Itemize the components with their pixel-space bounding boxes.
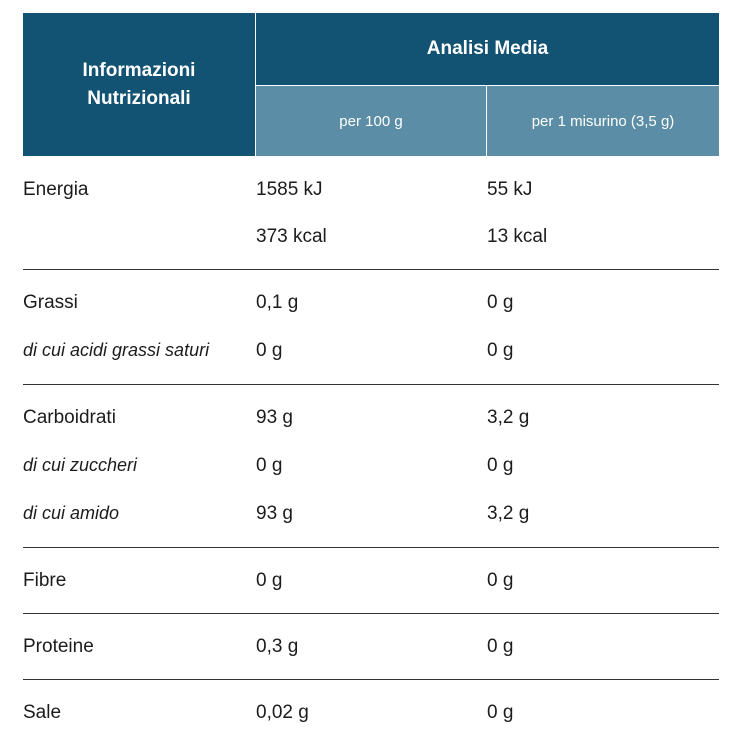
table-row [23, 204, 719, 252]
table-row [23, 433, 719, 481]
table-row [23, 270, 719, 318]
row-label: Proteine [23, 636, 94, 657]
row-value-per100: 0 g [256, 455, 283, 476]
group-energia [23, 156, 719, 270]
row-value-per-scoop: 0 g [487, 455, 514, 476]
header-col-per100: per 100 g [256, 86, 486, 156]
row-value-per100: 0,3 g [256, 636, 299, 657]
group-sale [23, 680, 719, 740]
row-value-per-scoop: 0 g [487, 340, 514, 361]
group-carboidrati [23, 385, 719, 548]
header-title-line2: Nutrizionali [87, 87, 191, 109]
table-row [23, 680, 719, 728]
row-label: di cui amido [23, 503, 120, 523]
group-proteine [23, 614, 719, 680]
table-row [23, 614, 719, 662]
row-label: Fibre [23, 570, 67, 591]
table-header [23, 13, 719, 156]
row-label: Carboidrati [23, 407, 116, 428]
table-row [23, 548, 719, 596]
row-value-per-scoop: 0 g [487, 570, 514, 591]
table-row [23, 481, 719, 529]
header-col-per-scoop: per 1 misurino (3,5 g) [487, 86, 719, 156]
table-row [23, 156, 719, 204]
row-value-per100: 0 g [256, 340, 283, 361]
row-value-per100: 93 g [256, 407, 293, 428]
row-label: Energia [23, 179, 89, 200]
row-value-per-scoop: 0 g [487, 702, 514, 723]
row-value-per-scoop: 0 g [487, 636, 514, 657]
row-value-per100: 93 g [256, 503, 293, 524]
header-title-line1: Informazioni [82, 59, 196, 81]
row-label: Sale [23, 702, 62, 723]
row-value-per100: 0,02 g [256, 702, 309, 723]
header-title-cell [23, 13, 255, 156]
nutrition-table [23, 13, 719, 740]
row-value-per-scoop: 55 kJ [487, 179, 533, 200]
row-value-per-scoop: 0 g [487, 292, 514, 313]
header-analysis: Analisi Media [256, 13, 719, 85]
row-value-per100: 0,1 g [256, 292, 299, 313]
group-grassi [23, 270, 719, 385]
row-label: di cui zuccheri [23, 455, 138, 475]
row-value-per-scoop: 13 kcal [487, 226, 548, 247]
group-fibre [23, 548, 719, 614]
row-value-per100: 1585 kJ [256, 179, 323, 200]
table-row [23, 318, 719, 366]
row-value-per-scoop: 3,2 g [487, 503, 530, 524]
row-label: Grassi [23, 292, 78, 313]
table-row [23, 385, 719, 433]
row-label: di cui acidi grassi saturi [23, 340, 210, 360]
row-value-per100: 373 kcal [256, 226, 327, 247]
row-value-per-scoop: 3,2 g [487, 407, 530, 428]
row-value-per100: 0 g [256, 570, 283, 591]
